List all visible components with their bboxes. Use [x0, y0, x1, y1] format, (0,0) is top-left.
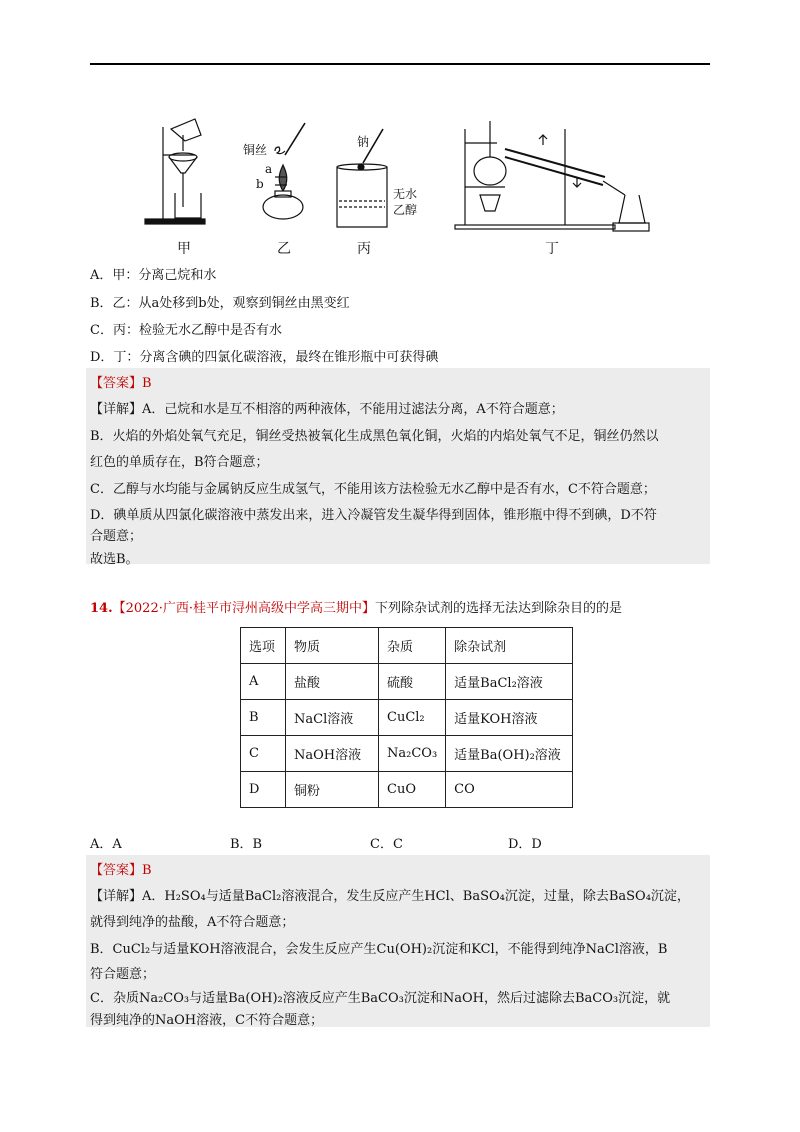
answer-14-tag: 【答案】 [90, 863, 143, 878]
answer-box-13 [86, 368, 710, 567]
sodium-label: 钠 [357, 135, 370, 149]
answer-box-14 [86, 855, 710, 1027]
option-13-b: B．乙：从a处移到b处，观察到铜丝由黑变红 [90, 296, 350, 311]
table-row [241, 772, 573, 808]
answer-14-line [90, 859, 152, 878]
explain-14-line-1: 【详解】A．H₂SO₄与适量BaCl₂溶液混合，发生反应产生HCl、BaSO₄沉淀，过量，除去BaSO₄沉淀， [90, 889, 690, 904]
answer-14-value: B [142, 863, 152, 878]
option-13-d: D．丁：分离含碘的四氯化碳溶液，最终在锥形瓶中可获得碘 [90, 350, 439, 365]
table-cell: 适量Ba(OH)₂溶液 [446, 736, 573, 772]
table-row [241, 700, 573, 736]
table-header-cell: 除杂试剂 [446, 628, 573, 664]
table-cell: 盐酸 [286, 664, 379, 700]
anhydrous-label-1: 无水 [393, 187, 418, 201]
header-rule [90, 63, 710, 65]
question-14 [90, 597, 622, 616]
apparatus-ding [455, 121, 649, 231]
answer-13-line [90, 372, 152, 391]
copper-wire-label: 铜丝 [243, 143, 268, 157]
table-header-cell: 选项 [241, 628, 286, 664]
apparatus-figure [125, 115, 715, 263]
table-cell: C [241, 736, 286, 772]
caption-ding: 丁 [545, 241, 559, 257]
explain-13-line-7: 故选B。 [90, 552, 139, 567]
choice-14-b: B．B [230, 837, 263, 852]
option-13-a: A．甲：分离己烷和水 [90, 268, 217, 283]
explain-14-line-2: 就得到纯净的盐酸，A不符合题意； [90, 915, 295, 930]
explain-14-line-5: C．杂质Na₂CO₃与适量Ba(OH)₂溶液反应产生BaCO₃沉淀和NaOH，然后过滤除去BaCO₃沉淀，就 [90, 991, 671, 1006]
ethanol-label-2: 乙醇 [393, 203, 418, 217]
table-header-cell: 物质 [286, 628, 379, 664]
table-cell: CO [446, 772, 573, 808]
explain-13-line-4: C．乙醇与水均能与金属钠反应生成氢气，不能用该方法检验无水乙醇中是否有水，C不符合题意； [90, 482, 656, 497]
point-b-label: b [256, 177, 264, 191]
table-cell: NaOH溶液 [286, 736, 379, 772]
table-header-cell: 杂质 [379, 628, 446, 664]
question-14-source: 【2022·广西·桂平市浔州高级中学高三期中】 [112, 601, 375, 616]
table-row [241, 664, 573, 700]
caption-yi: 乙 [277, 241, 291, 257]
explain-13-line-3: 红色的单质存在，B符合题意； [90, 455, 269, 470]
explain-14-line-3: B．CuCl₂与适量KOH溶液混合，会发生反应产生Cu(OH)₂沉淀和KCl，不能得到纯净NaCl溶液，B [90, 942, 668, 957]
explain-13-line-1: 【详解】A．己烷和水是互不相溶的两种液体，不能用过滤法分离，A不符合题意； [90, 402, 564, 417]
table-header-row [241, 628, 573, 664]
choice-14-a: A．A [90, 837, 122, 852]
question-14-number: 14. [90, 601, 113, 616]
table-cell: Na₂CO₃ [379, 736, 446, 772]
table-cell: CuO [379, 772, 446, 808]
table-cell: 适量KOH溶液 [446, 700, 573, 736]
table-cell: D [241, 772, 286, 808]
apparatus-drawing [125, 115, 715, 263]
table-cell: 硫酸 [379, 664, 446, 700]
answer-13-value: B [142, 376, 152, 391]
choice-14-c: C．C [370, 837, 403, 852]
table-cell: 铜粉 [286, 772, 379, 808]
table-cell: NaCl溶液 [286, 700, 379, 736]
explain-13-line-2: B．火焰的外焰处氧气充足，铜丝受热被氧化生成黑色氧化铜，火焰的内焰处氧气不足，铜丝仍然以 [90, 429, 659, 444]
caption-jia: 甲 [177, 241, 191, 257]
option-13-c: C．丙：检验无水乙醇中是否有水 [90, 323, 282, 338]
choice-14-d: D．D [508, 837, 542, 852]
answer-13-tag: 【答案】 [90, 376, 143, 391]
table-cell: A [241, 664, 286, 700]
table-cell: CuCl₂ [379, 700, 446, 736]
table-cell: B [241, 700, 286, 736]
explain-14-line-4: 符合题意； [90, 967, 156, 982]
explain-13-line-5: D．碘单质从四氯化碳溶液中蒸发出来，进入冷凝管发生凝华得到固体，锥形瓶中得不到碘，D不符 [90, 508, 657, 523]
explain-13-line-6: 合题意； [90, 529, 143, 544]
apparatus-jia [145, 119, 205, 224]
point-a-label: a [265, 162, 273, 176]
explain-14-line-6: 得到纯净的NaOH溶液，C不符合题意； [90, 1013, 324, 1028]
impurity-table [240, 627, 573, 808]
caption-bing: 丙 [357, 241, 371, 257]
table-cell: 适量BaCl₂溶液 [446, 664, 573, 700]
question-14-stem: 下列除杂试剂的选择无法达到除杂目的的是 [374, 601, 622, 616]
table-row [241, 736, 573, 772]
